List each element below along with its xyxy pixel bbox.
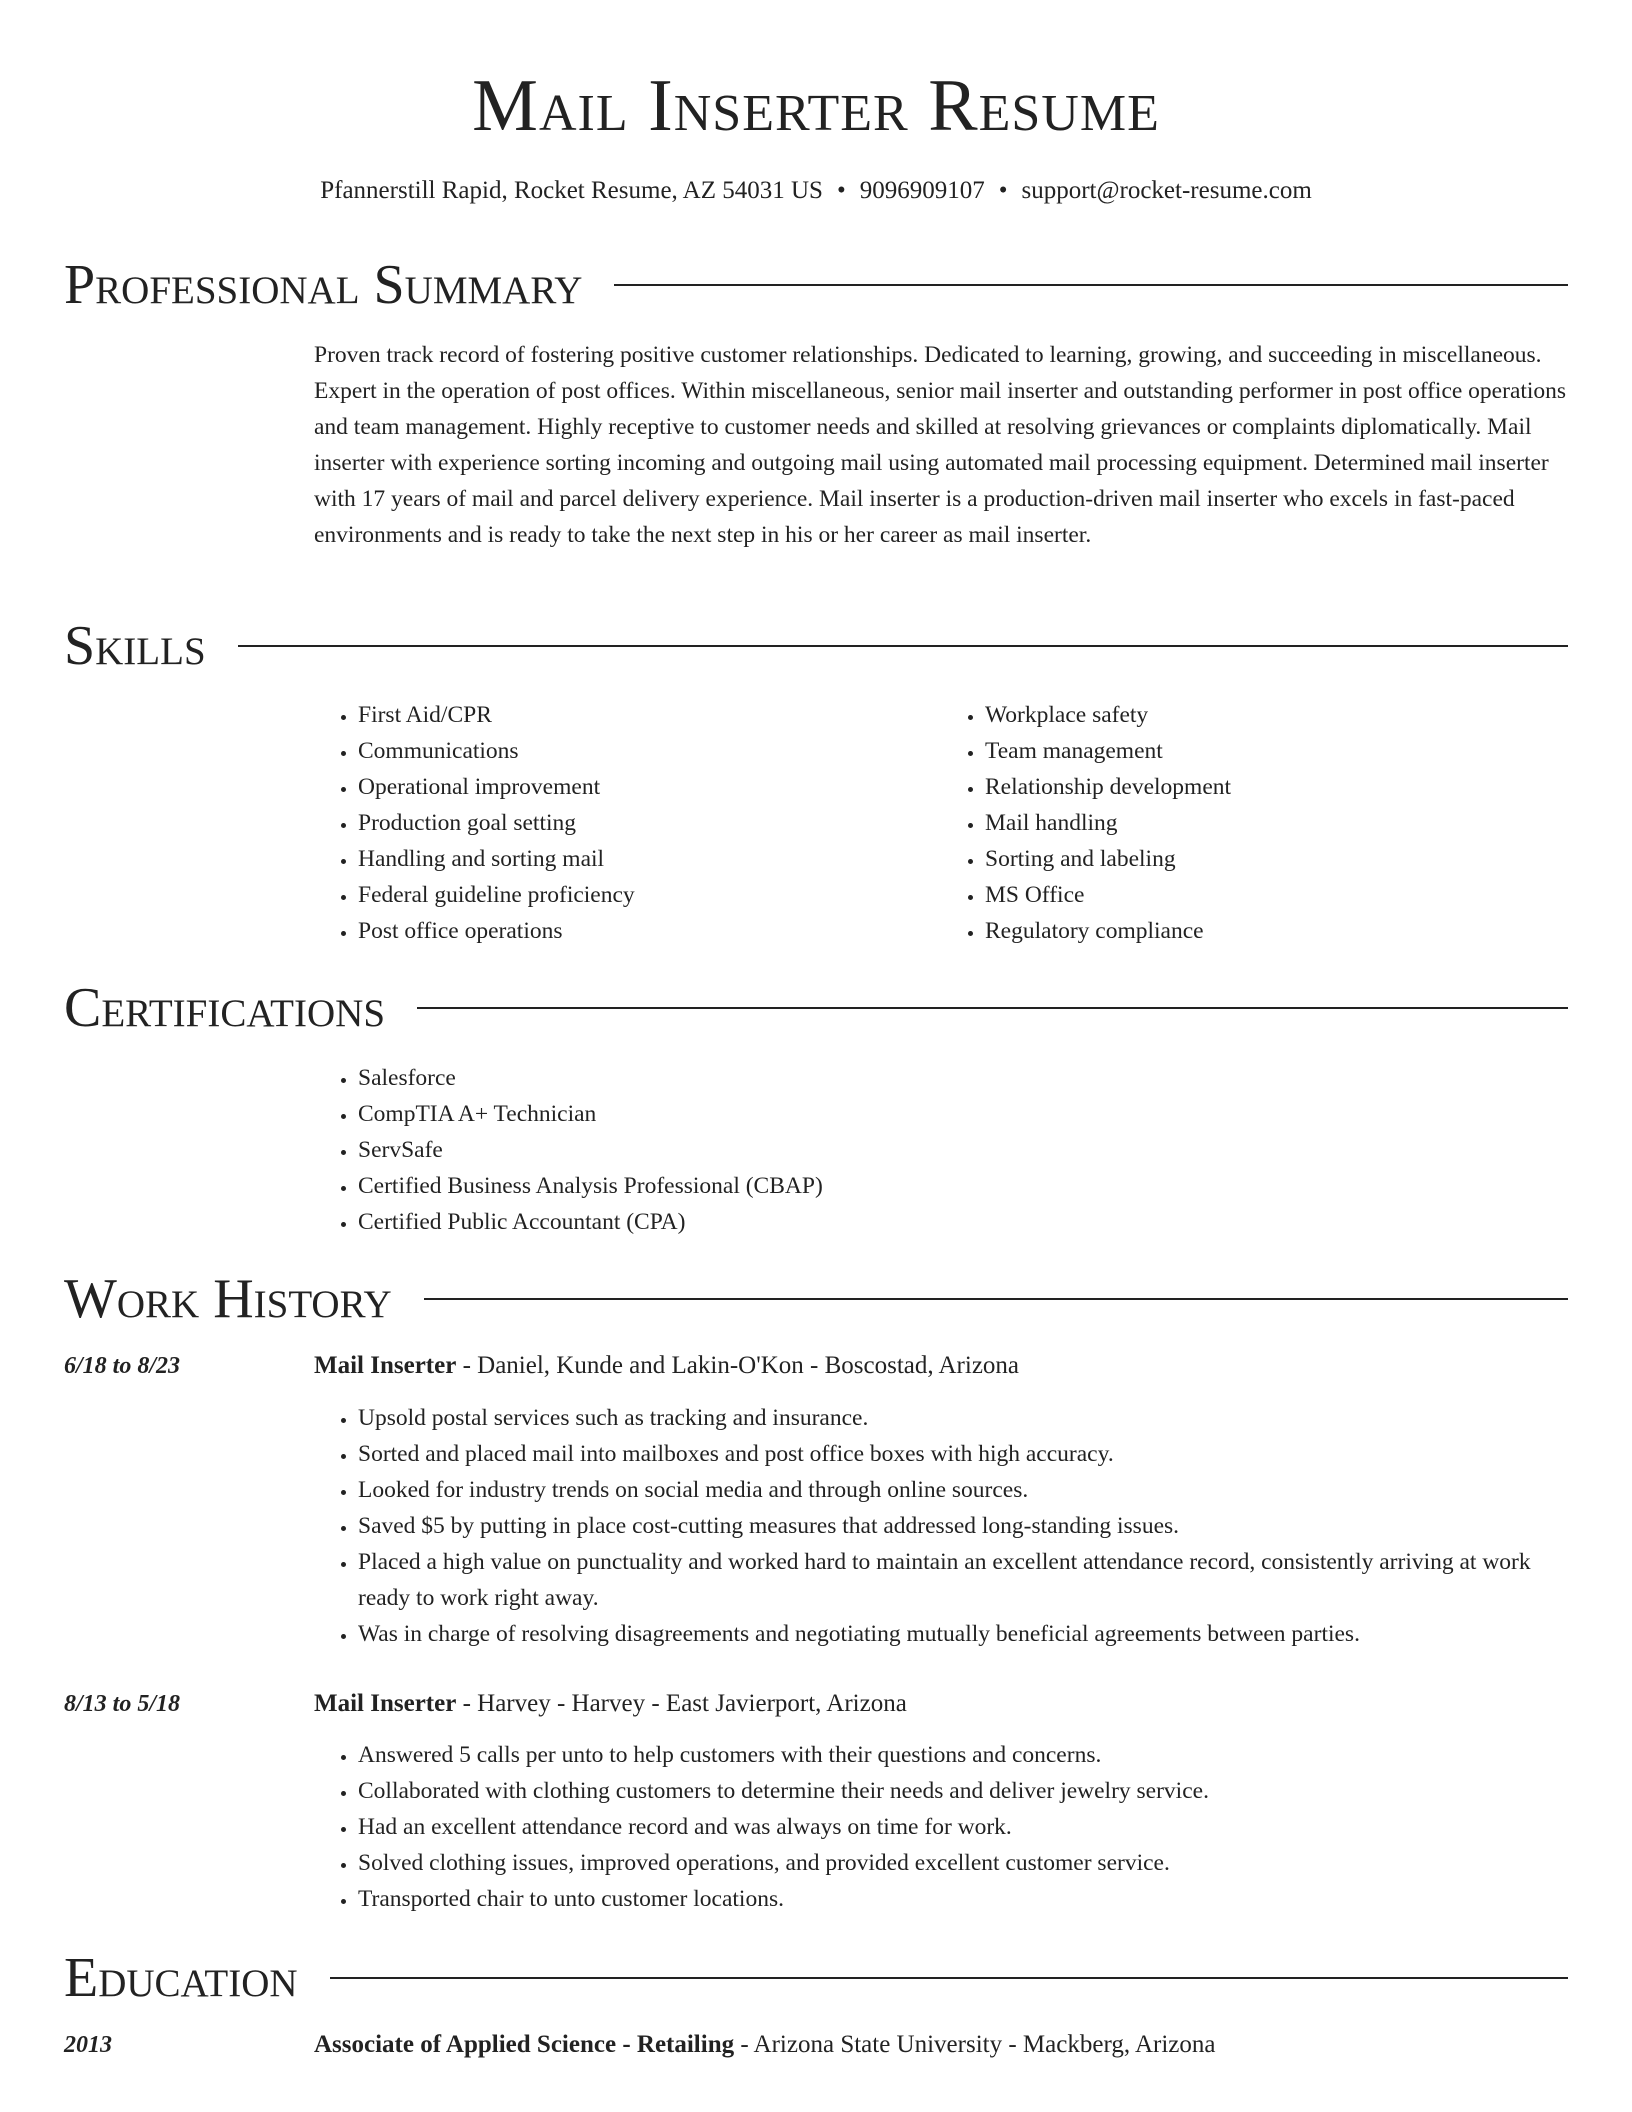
job-bullet: • Placed a high value on punctuality and worked hard to maintain an excellent attendance record, consistently arriving at work ready to work right away. bbox=[358, 1544, 1568, 1616]
skill-item: • Federal guideline proficiency bbox=[358, 877, 941, 913]
certification-item: • Certified Business Analysis Professional (CBAP) bbox=[358, 1168, 1568, 1204]
job-dates: 6/18 to 8/23 bbox=[64, 1353, 181, 1379]
job-bullet: • Upsold postal services such as tracking and insurance. bbox=[358, 1400, 1568, 1436]
job-bullets-block bbox=[314, 1737, 1568, 1917]
skills-list-left bbox=[314, 697, 941, 949]
section-divider bbox=[238, 645, 1568, 647]
contact-separator: • bbox=[998, 177, 1008, 204]
contact-separator: • bbox=[836, 177, 846, 204]
job-bullets bbox=[314, 1737, 1568, 1917]
skill-item: • Relationship development bbox=[985, 769, 1568, 805]
job-role: Mail Inserter bbox=[314, 1690, 457, 1717]
summary-heading bbox=[64, 253, 1568, 317]
contact-line bbox=[0, 174, 1632, 208]
summary-title: Professional Summary bbox=[64, 254, 583, 316]
certification-item: • CompTIA A+ Technician bbox=[358, 1096, 1568, 1132]
certification-item: • Certified Public Accountant (CPA) bbox=[358, 1204, 1568, 1240]
skill-item: • Regulatory compliance bbox=[985, 913, 1568, 949]
job-bullet: • Answered 5 calls per unto to help customers with their questions and concerns. bbox=[358, 1737, 1568, 1773]
skills-heading bbox=[64, 614, 1568, 678]
certifications-block bbox=[314, 1060, 1568, 1240]
skill-item: • Sorting and labeling bbox=[985, 841, 1568, 877]
section-divider bbox=[614, 284, 1568, 286]
skill-item: • Operational improvement bbox=[358, 769, 941, 805]
work-heading bbox=[64, 1267, 1568, 1331]
job-bullet: • Collaborated with clothing customers to determine their needs and deliver jewelry service. bbox=[358, 1773, 1568, 1809]
skill-item: • MS Office bbox=[985, 877, 1568, 913]
skills-list-right bbox=[941, 697, 1568, 949]
job-header bbox=[314, 1348, 1568, 1384]
job-header bbox=[314, 1686, 1568, 1722]
certifications-heading bbox=[64, 976, 1568, 1040]
education-school: - Arizona State University - Mackberg, Arizona bbox=[734, 2031, 1216, 2058]
job-company: - Harvey - Harvey - East Javierport, Arizona bbox=[456, 1690, 907, 1717]
skill-item: • First Aid/CPR bbox=[358, 697, 941, 733]
contact-email: support@rocket-resume.com bbox=[1021, 177, 1312, 204]
skills-title: Skills bbox=[64, 615, 206, 677]
skill-item: • Team management bbox=[985, 733, 1568, 769]
section-divider bbox=[417, 1007, 1568, 1009]
certifications-list bbox=[314, 1060, 1568, 1240]
education-year: 2013 bbox=[64, 2032, 112, 2058]
skill-item: • Production goal setting bbox=[358, 805, 941, 841]
summary-text: Proven track record of fostering positive customer relationships. Dedicated to learning, growing, and succeeding in miscellaneous. Expert in the operation of post offices. Within miscellaneous, senior mail inserter and outstanding performer in post office operations and team management. Highly receptive to customer needs and skilled at resolving grievances or complaints diplomatically. Mail inserter with experience sorting incoming and outgoing mail using automated mail processing equipment. Determined mail inserter with 17 years of mail and parcel delivery experience. Mail inserter is a production-driven mail inserter who excels in fast-paced environments and is ready to take the next step in his or her career as mail inserter. bbox=[314, 342, 1567, 548]
skill-item: • Mail handling bbox=[985, 805, 1568, 841]
resume-title: Mail Inserter Resume bbox=[472, 65, 1160, 147]
contact-phone: 9096909107 bbox=[859, 177, 985, 204]
job-bullet: • Solved clothing issues, improved operations, and provided excellent customer service. bbox=[358, 1845, 1568, 1881]
certification-item: • ServSafe bbox=[358, 1132, 1568, 1168]
contact-address: Pfannerstill Rapid, Rocket Resume, AZ 54031 US bbox=[320, 177, 823, 204]
section-divider bbox=[330, 1977, 1568, 1979]
job-bullet: • Had an excellent attendance record and was always on time for work. bbox=[358, 1809, 1568, 1845]
skills-block bbox=[314, 697, 1568, 949]
job-bullet: • Transported chair to unto customer locations. bbox=[358, 1881, 1568, 1917]
education-entry bbox=[314, 2027, 1568, 2063]
job-bullets bbox=[314, 1400, 1568, 1652]
education-degree: Associate of Applied Science - Retailing bbox=[314, 2031, 735, 2058]
section-divider bbox=[424, 1298, 1568, 1300]
job-bullet: • Was in charge of resolving disagreements and negotiating mutually beneficial agreements between parties. bbox=[358, 1616, 1568, 1652]
job-bullet: • Sorted and placed mail into mailboxes and post office boxes with high accuracy. bbox=[358, 1436, 1568, 1472]
education-heading bbox=[64, 1946, 1568, 2010]
certifications-title: Certifications bbox=[64, 977, 386, 1039]
job-dates: 8/13 to 5/18 bbox=[64, 1691, 181, 1717]
job-bullets-block bbox=[314, 1400, 1568, 1652]
job-role: Mail Inserter bbox=[314, 1352, 457, 1379]
education-title: Education bbox=[64, 1947, 298, 2009]
job-company: - Daniel, Kunde and Lakin-O'Kon - Boscostad, Arizona bbox=[456, 1352, 1020, 1379]
work-title: Work History bbox=[64, 1268, 392, 1330]
skill-item: • Post office operations bbox=[358, 913, 941, 949]
skill-item: • Handling and sorting mail bbox=[358, 841, 941, 877]
job-bullet: • Looked for industry trends on social media and through online sources. bbox=[358, 1472, 1568, 1508]
skill-item: • Communications bbox=[358, 733, 941, 769]
certification-item: • Salesforce bbox=[358, 1060, 1568, 1096]
summary-block bbox=[314, 337, 1568, 553]
skill-item: • Workplace safety bbox=[985, 697, 1568, 733]
job-bullet: • Saved $5 by putting in place cost-cutting measures that addressed long-standing issues. bbox=[358, 1508, 1568, 1544]
